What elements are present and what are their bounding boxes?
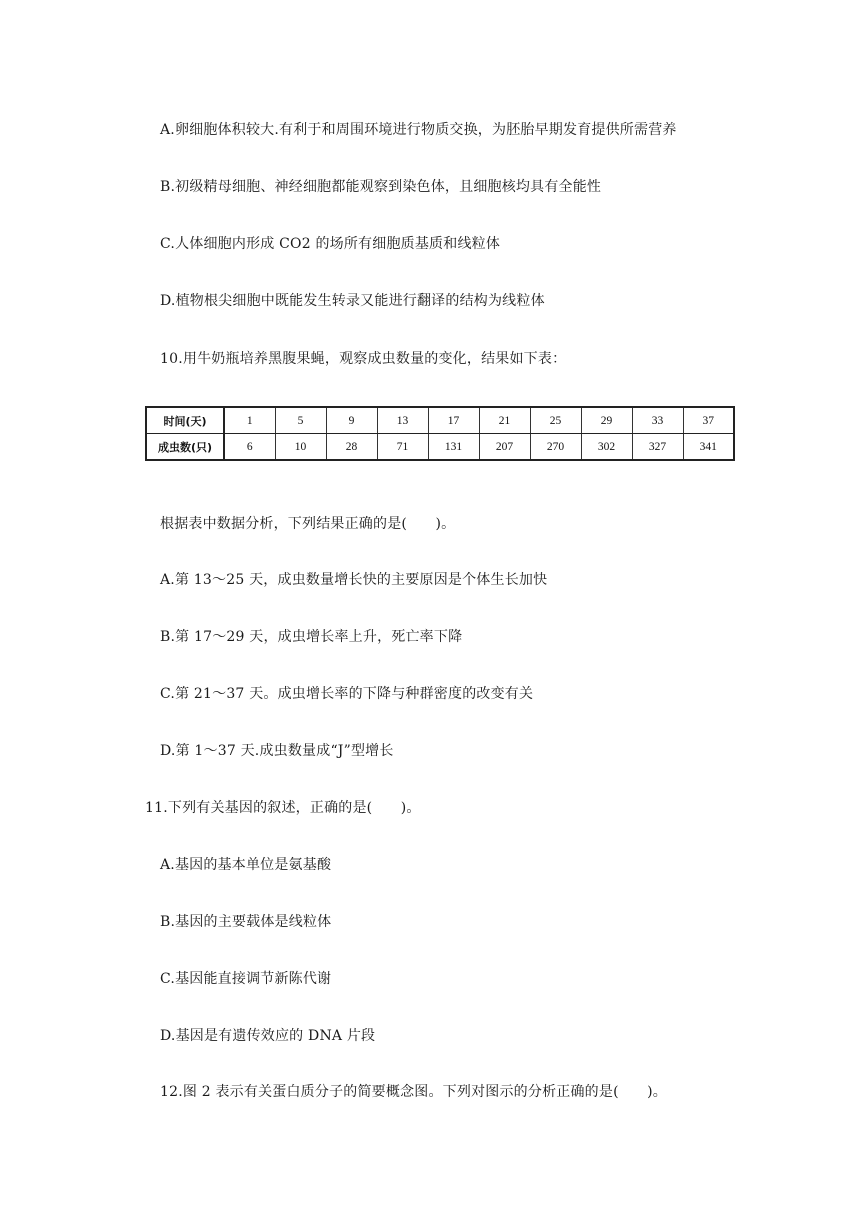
line-q10-stem: 10.用牛奶瓶培养黑腹果蝇，观察成虫数量的变化，结果如下表： <box>160 351 567 367</box>
line-q11-c: C.基因能直接调节新陈代谢 <box>160 971 332 987</box>
line-q10-c: C.第 21～37 天。成虫增长率的下降与种群密度的改变有关 <box>160 686 534 702</box>
line-q10-b: B.第 17～29 天，成虫增长率上升，死亡率下降 <box>160 629 463 645</box>
table-cell: 207 <box>479 434 530 461</box>
table-cell: 10 <box>275 434 326 461</box>
table-cell: 341 <box>683 434 734 461</box>
table-cell: 131 <box>428 434 479 461</box>
line-q9-a: A.卵细胞体积较大.有利于和周围环境进行物质交换，为胚胎早期发育提供所需营养 <box>160 122 677 138</box>
table-cell: 29 <box>581 407 632 434</box>
line-q9-c: C.人体细胞内形成 CO2 的场所有细胞质基质和线粒体 <box>160 236 501 252</box>
line-q11-b: B.基因的主要载体是线粒体 <box>160 914 332 930</box>
table-cell: 33 <box>632 407 683 434</box>
line-q11-a: A.基因的基本单位是氨基酸 <box>160 857 332 873</box>
table-cell: 28 <box>326 434 377 461</box>
table-cell: 302 <box>581 434 632 461</box>
table-row-time <box>146 407 734 434</box>
table-cell: 9 <box>326 407 377 434</box>
table-cell: 6 <box>224 434 275 461</box>
table-cell: 327 <box>632 434 683 461</box>
table-cell: 270 <box>530 434 581 461</box>
table-cell: 25 <box>530 407 581 434</box>
table-row-count <box>146 434 734 461</box>
table-cell: 71 <box>377 434 428 461</box>
line-q11-stem: 11.下列有关基因的叙述，正确的是( )。 <box>145 800 421 816</box>
table-header-time: 时间(天) <box>146 407 224 434</box>
table-cell: 17 <box>428 407 479 434</box>
line-q9-d: D.植物根尖细胞中既能发生转录又能进行翻译的结构为线粒体 <box>160 293 545 309</box>
line-q12-stem: 12.图 2 表示有关蛋白质分子的简要概念图。下列对图示的分析正确的是( )。 <box>160 1084 667 1100</box>
table-header-count: 成虫数(只) <box>146 434 224 461</box>
table-cell: 1 <box>224 407 275 434</box>
line-q10-ask: 根据表中数据分析，下列结果正确的是( )。 <box>160 516 456 532</box>
line-q9-b: B.初级精母细胞、神经细胞都能观察到染色体，且细胞核均具有全能性 <box>160 179 602 195</box>
table-cell: 37 <box>683 407 734 434</box>
line-q10-d: D.第 1～37 天.成虫数量成“J”型增长 <box>160 743 394 759</box>
line-q10-a: A.第 13～25 天，成虫数量增长快的主要原因是个体生长加快 <box>160 572 548 588</box>
table-cell: 21 <box>479 407 530 434</box>
line-q11-d: D.基因是有遗传效应的 DNA 片段 <box>160 1028 376 1044</box>
data-table <box>145 406 735 461</box>
table-cell: 13 <box>377 407 428 434</box>
table-cell: 5 <box>275 407 326 434</box>
